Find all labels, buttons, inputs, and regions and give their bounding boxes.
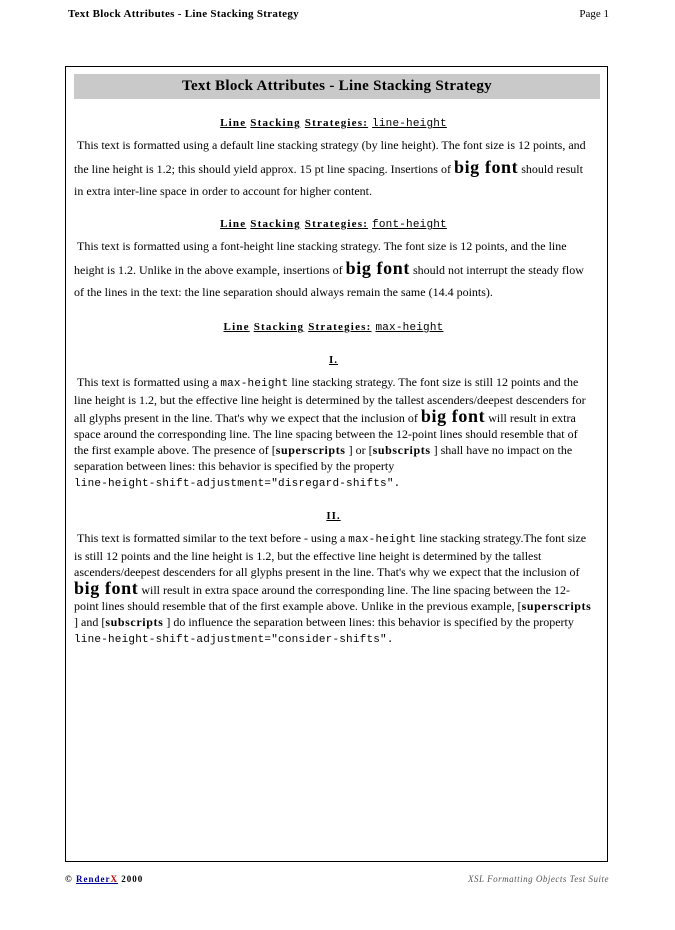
- paragraph-text: This text is formatted similar to the text before - using a: [77, 531, 349, 545]
- subscripts-text: subscripts: [372, 443, 431, 457]
- heading-word: Strategies:: [304, 218, 369, 230]
- strategy-name: max-height: [375, 322, 444, 334]
- superscripts-text: superscripts: [521, 599, 592, 613]
- page-number: Page 1: [579, 8, 609, 20]
- superscripts-text: superscripts: [275, 443, 346, 457]
- paragraph-font-height: [74, 235, 593, 303]
- heading-word: Stacking: [250, 117, 301, 129]
- subsection-heading-1: I.: [328, 354, 339, 366]
- paragraph-max-height-1: [74, 374, 593, 492]
- running-header-title: Text Block Attributes - Line Stacking Strategy: [68, 8, 299, 20]
- paragraph-text: This text is formatted using a: [77, 375, 221, 389]
- paragraph-text: This text is formatted using a default line stacking strategy (by line height). The font size is 12 points, and the line height is 1.2; this should yield approx. 15 pt line spacing. Insertions of: [74, 138, 586, 176]
- big-font-text: big font: [345, 258, 410, 278]
- brand-name: Render: [75, 874, 111, 884]
- heading-word: Line: [220, 117, 247, 129]
- heading-word: Stacking: [253, 321, 305, 333]
- heading-word: Line: [223, 321, 250, 333]
- section-heading-max-height: [74, 321, 593, 334]
- brand-x: X: [110, 874, 118, 884]
- paragraph-text: should not interrupt the steady flow of the lines in the text: the line separation should always remain the same (14.4 points).: [74, 263, 584, 299]
- paragraph-text: will result in extra space around the corresponding line. The line spacing between the 12-point lines should resemble that of the first example above. The presence of [: [74, 411, 578, 457]
- footer-copyright: [65, 874, 143, 884]
- paragraph-text: ] and [: [74, 615, 106, 629]
- inline-code: max-height: [348, 534, 417, 546]
- renderx-link[interactable]: [76, 874, 118, 884]
- paragraph-text: ] shall have no impact on the separation between lines: this behavior is specified by the property: [74, 443, 573, 473]
- subscripts-text: subscripts: [105, 615, 164, 629]
- document-title: Text Block Attributes - Line Stacking Strategy: [74, 74, 600, 99]
- subsection-heading-2: II.: [326, 510, 341, 522]
- property-code: line-height-shift-adjustment="disregard-shifts".: [74, 478, 401, 490]
- paragraph-text: ] or [: [345, 443, 373, 457]
- heading-word: Stacking: [250, 218, 301, 230]
- paragraph-text: will result in extra space around the corresponding line. The line spacing between the 12-point lines should resemble that of the first example above. Unlike in the previous example, [: [74, 583, 570, 613]
- document-body: [74, 115, 593, 648]
- big-font-text: big font: [420, 406, 486, 426]
- section-heading-font-height: [74, 218, 593, 231]
- footer-suite-name: XSL Formatting Objects Test Suite: [467, 874, 609, 884]
- heading-word: Strategies:: [308, 321, 372, 333]
- section-heading-line-height: [74, 117, 593, 130]
- heading-word: Line: [220, 218, 247, 230]
- paragraph-max-height-2: [74, 530, 593, 648]
- copyright-symbol: ©: [65, 874, 73, 884]
- heading-word: Strategies:: [304, 117, 369, 129]
- paragraph-text: This text is formatted using a font-height line stacking strategy. The font size is 12 points, and the line height is 1.2. Unlike in the above example, insertions of: [74, 239, 567, 277]
- copyright-year: 2000: [121, 874, 144, 884]
- big-font-text: big font: [74, 578, 139, 598]
- paragraph-text: ] do influence the separation between lines: this behavior is specified by the property: [163, 615, 574, 629]
- strategy-name: font-height: [372, 219, 447, 231]
- paragraph-text: should result in extra inter-line space in order to account for higher content.: [74, 162, 583, 198]
- property-code: line-height-shift-adjustment="consider-shifts".: [74, 634, 394, 646]
- big-font-text: big font: [453, 157, 519, 177]
- paragraph-text: line stacking strategy. The font size is still 12 points and the line height is 1.2, but the effective line height is determined by the tallest ascenders/deepest descenders for all glyphs present in the line. That's why we expect that the inclusion of: [74, 375, 586, 425]
- page-frame: [65, 66, 608, 862]
- paragraph-line-height: [74, 134, 593, 202]
- inline-code: max-height: [220, 378, 289, 390]
- paragraph-text: line stacking strategy.The font size is still 12 points and the line height is 1.2, but the effective line height is determined by the tallest ascenders/deepest descenders for all glyphs present in the line. That's why we expect that the inclusion of: [74, 531, 587, 579]
- strategy-name: line-height: [372, 118, 447, 130]
